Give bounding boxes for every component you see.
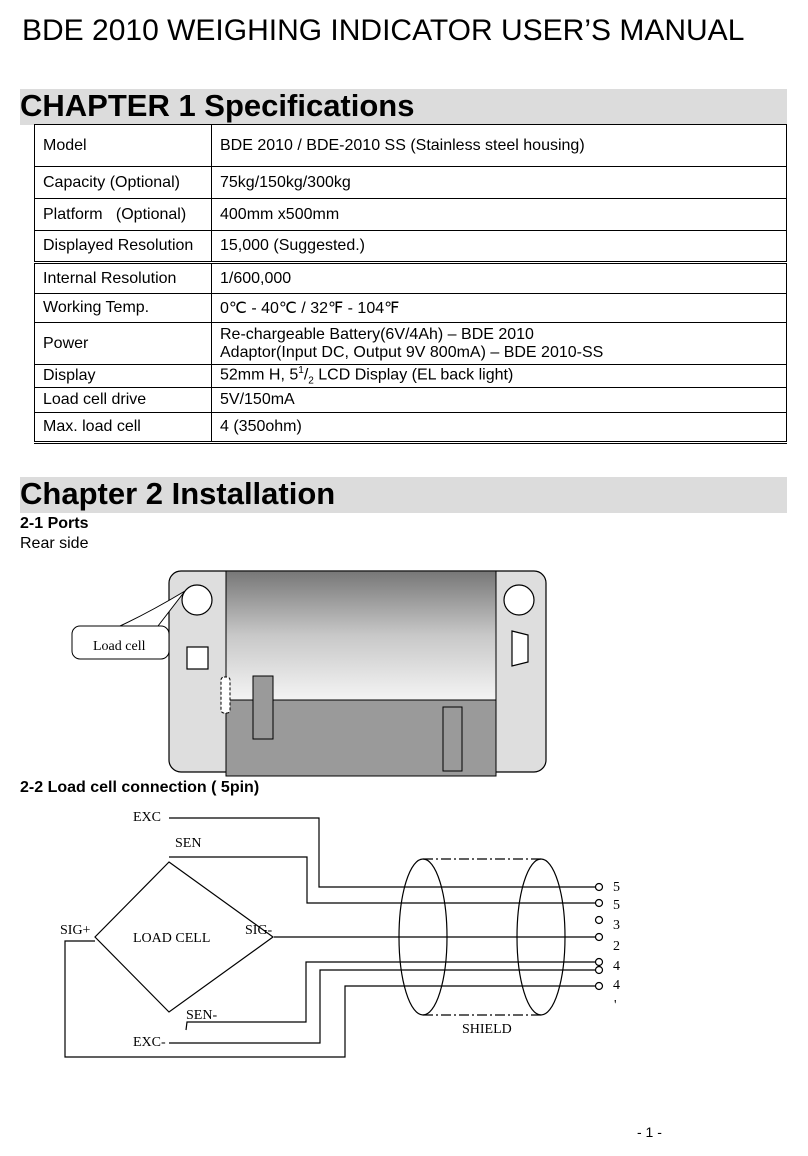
- pin-terminal: [596, 900, 603, 907]
- specifications-table: [34, 124, 787, 444]
- left-slot-icon: [253, 676, 273, 739]
- chapter-2-title: Chapter 2 Installation: [20, 476, 336, 511]
- pin-number: 4: [613, 978, 620, 993]
- wire-exc: [169, 818, 596, 887]
- spec-value: 5V/150mA: [212, 387, 787, 412]
- pin-terminal: [596, 917, 603, 924]
- serial-port-icon: [512, 631, 528, 666]
- table-row: [35, 263, 787, 294]
- pin-terminal: [596, 884, 603, 891]
- display-fraction-slash: /: [303, 366, 309, 384]
- power-line-2: Adaptor(Input DC, Output 9V 800mA) – BDE 2010-SS: [220, 343, 604, 361]
- chapter-2-band: [20, 477, 787, 513]
- rear-panel-diagram: [0, 560, 808, 780]
- spec-label: Capacity (Optional): [35, 167, 212, 199]
- power-line-1: Re-chargeable Battery(6V/4Ah) – BDE 2010: [220, 325, 534, 343]
- label-shield: SHIELD: [462, 1022, 512, 1037]
- right-slot-icon: [443, 707, 462, 771]
- pin-terminal: [596, 959, 603, 966]
- load-cell-port-icon: [182, 585, 212, 615]
- spec-label: Load cell drive: [35, 387, 212, 412]
- spec-label: Display: [35, 365, 212, 388]
- label-sen-minus: SEN-: [186, 1008, 218, 1023]
- spec-label: Model: [35, 125, 212, 167]
- label-sig-plus: SIG+: [60, 923, 91, 938]
- ports-heading: 2-1 Ports: [20, 515, 89, 532]
- pin-terminal: [596, 983, 603, 990]
- table-row: [35, 365, 787, 388]
- square-port-icon: [187, 647, 208, 669]
- chapter-1-band: [20, 89, 787, 125]
- switch-outline-icon: [221, 677, 230, 713]
- spec-value: 15,000 (Suggested.): [212, 231, 787, 263]
- spec-value: 75kg/150kg/300kg: [212, 167, 787, 199]
- table-row: [35, 167, 787, 199]
- spec-value: 1/600,000: [212, 263, 787, 294]
- spec-value: 0℃ - 40℃ / 32℉ - 104℉: [212, 294, 787, 323]
- table-row: [35, 387, 787, 412]
- table-row: [35, 231, 787, 263]
- table-row: [35, 412, 787, 442]
- label-load-cell: LOAD CELL: [133, 931, 211, 946]
- pin-terminal: [596, 967, 603, 974]
- table-row: [35, 125, 787, 167]
- spec-label: Platform (Optional): [35, 199, 212, 231]
- label-exc-minus: EXC-: [133, 1035, 166, 1050]
- display-prefix: 52mm H, 5: [220, 366, 299, 384]
- wire-exc-minus: [169, 970, 596, 1043]
- pin-number: 3: [613, 918, 620, 933]
- spec-value: 4 (350ohm): [212, 412, 787, 442]
- page-number: - 1 -: [637, 1124, 662, 1140]
- right-port-icon: [504, 585, 534, 615]
- display-fraction-sup: 1: [298, 365, 304, 376]
- display-suffix: LCD Display (EL back light): [313, 366, 514, 384]
- pin-number: 2: [613, 939, 620, 954]
- table-row: [35, 199, 787, 231]
- spec-label: Working Temp.: [35, 294, 212, 323]
- pin-number: ': [614, 998, 617, 1013]
- spec-label: Power: [35, 323, 212, 365]
- document-title: BDE 2010 WEIGHING INDICATOR USER’S MANUAL: [22, 14, 745, 47]
- spec-value: [212, 365, 787, 388]
- label-sig-minus: SIG-: [245, 923, 273, 938]
- pin-number: 5: [613, 898, 620, 913]
- label-exc: EXC: [133, 810, 161, 825]
- callout-label: Load cell: [93, 639, 146, 654]
- spec-label: Internal Resolution: [35, 263, 212, 294]
- spec-value: [212, 323, 787, 365]
- wiring-diagram: [0, 800, 808, 1070]
- spec-label: Max. load cell: [35, 412, 212, 442]
- spec-value: BDE 2010 / BDE-2010 SS (Stainless steel housing): [212, 125, 787, 167]
- wire-sen-minus: [186, 962, 596, 1030]
- table-row: [35, 323, 787, 365]
- spec-value: 400mm x500mm: [212, 199, 787, 231]
- pin-number: 5: [613, 880, 620, 895]
- display-fraction-sub: 2: [308, 375, 314, 387]
- chapter-1-title: CHAPTER 1 Specifications: [20, 88, 415, 123]
- pin-terminal: [596, 934, 603, 941]
- spec-label: Displayed Resolution: [35, 231, 212, 263]
- connection-heading: 2-2 Load cell connection ( 5pin): [20, 779, 260, 796]
- table-row: [35, 294, 787, 323]
- label-sen: SEN: [175, 836, 202, 851]
- rear-side-label: Rear side: [20, 535, 89, 552]
- pin-number: 4: [613, 959, 620, 974]
